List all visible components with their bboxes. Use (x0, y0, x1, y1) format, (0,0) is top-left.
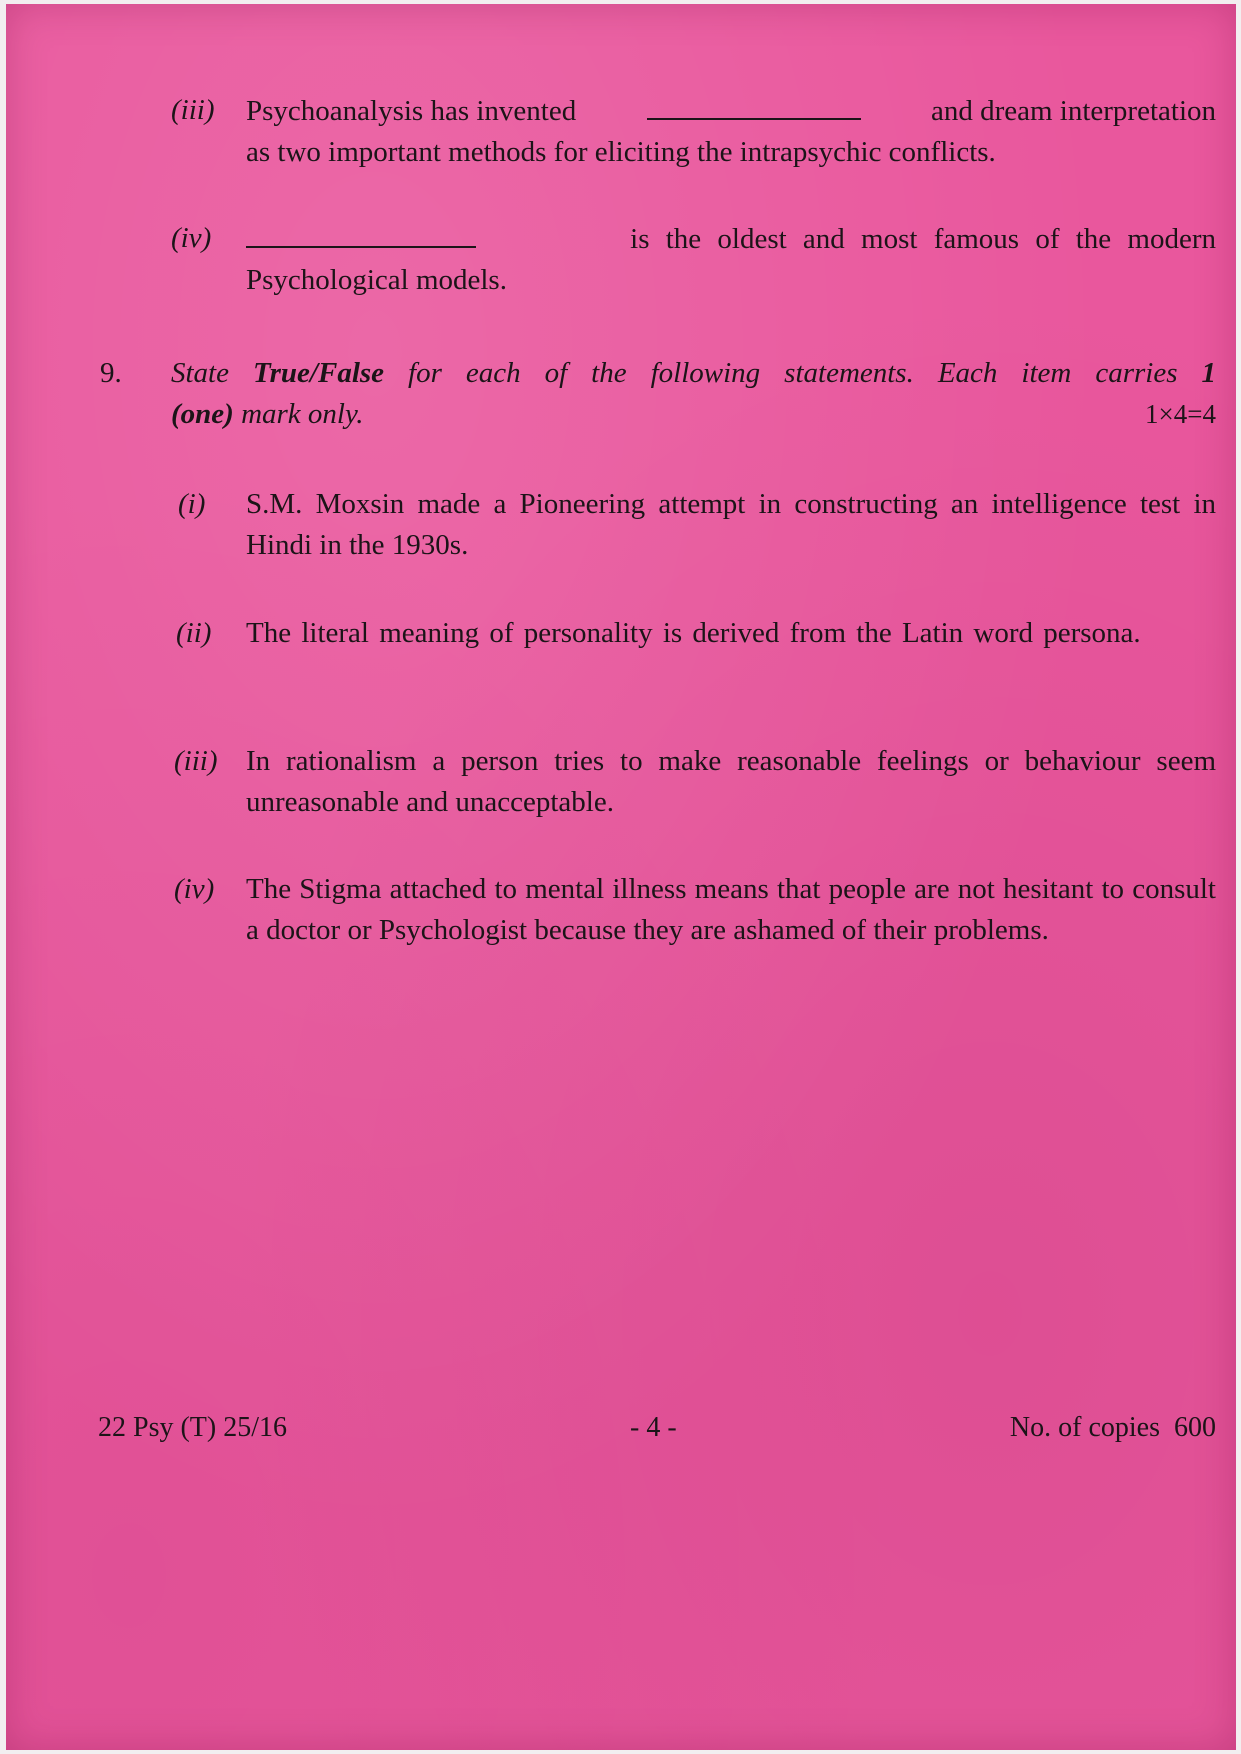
item-number: (iii) (171, 94, 215, 126)
true-false-item: In rationalism a person tries to make reasonable feelings or behaviour seem unreasonable and unacceptable. (246, 745, 1216, 818)
fill-blank-item-iv (246, 218, 1216, 301)
question-instructions (171, 353, 1216, 435)
number-of-copies: No. of copies 600 (1009, 1412, 1216, 1443)
paper-code: 22 Psy (T) 25/16 (98, 1412, 287, 1443)
item-text-line2: Psychological models. (246, 264, 507, 296)
item-text-after-blank: is the oldest and most famous of the modern (630, 223, 1216, 255)
answer-blank (246, 218, 476, 248)
item-text-after-blank: and dream interpretation (930, 95, 1216, 127)
page-number: - 4 - (630, 1412, 677, 1443)
answer-blank (647, 90, 861, 120)
marks-allocation: 1×4=4 (1145, 399, 1216, 429)
item-number: (iv) (171, 222, 212, 254)
item-text-before-blank: Psychoanalysis has invented (246, 95, 577, 127)
true-false-item: The literal meaning of personality is derived from the Latin word persona. (246, 617, 1141, 649)
instr-num: 1 (1201, 357, 1217, 389)
item-number: (iv) (174, 873, 215, 905)
instr-post: for each of the following statements. Each item carries (408, 357, 1178, 389)
instr-bold: True/False (253, 357, 385, 389)
true-false-item: The Stigma attached to mental illness means that people are not hesitant to consult a doctor or Psychologist because they are ashamed of their problems. (246, 873, 1216, 946)
item-number: (ii) (176, 617, 212, 649)
instr-bold-one: (one) (171, 398, 234, 430)
instr-end: mark only. (241, 398, 364, 430)
instr-pre: State (171, 357, 229, 389)
true-false-item: S.M. Moxsin made a Pioneering attempt in constructing an intelligence test in Hindi in the 1930s. (246, 488, 1216, 561)
item-text-line2: as two important methods for eliciting the intrapsychic conflicts. (246, 136, 996, 168)
question-number: 9. (100, 357, 122, 389)
fill-blank-item-iii (246, 90, 1216, 173)
item-number: (i) (178, 488, 206, 520)
question-paper-page (6, 4, 1236, 1750)
item-number: (iii) (174, 745, 218, 777)
